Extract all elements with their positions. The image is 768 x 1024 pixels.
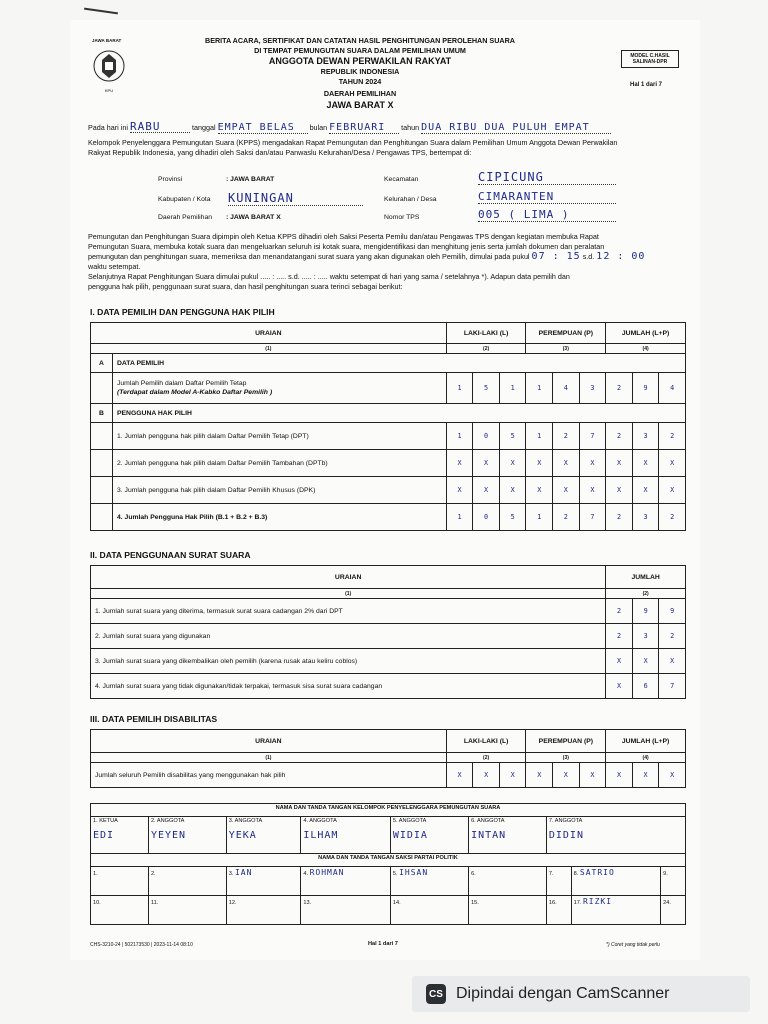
section-title: III. DATA PEMILIH DISABILITAS bbox=[90, 714, 218, 724]
paragraph-line: Pemungutan Suara, membuka kotak suara dan mengeluarkan seluruh isi kotak suara, mengidentifikasi dan menghitung jenis serta jumlah dokumen dan peralatan bbox=[88, 242, 605, 251]
witness-number: 7. bbox=[548, 871, 554, 877]
value-cell: X bbox=[473, 450, 500, 477]
label: Kabupaten / Kota bbox=[158, 196, 211, 203]
value-cell: X bbox=[526, 450, 553, 477]
witness-number: 13. bbox=[303, 900, 312, 906]
value-cell: 9 bbox=[632, 373, 659, 404]
row-label: 4. Jumlah Pengguna Hak Pilih (B.1 + B.2 + B.3) bbox=[112, 504, 446, 531]
column-header: JUMLAH (L+P) bbox=[606, 323, 686, 344]
signature-name: YEYEN bbox=[150, 830, 187, 841]
label: Provinsi bbox=[158, 176, 183, 183]
value-cell: 2 bbox=[606, 373, 633, 404]
signature-name: IHSAN bbox=[399, 868, 429, 877]
subdistrict-value: CIPICUNG bbox=[478, 170, 616, 185]
kpps-signature bbox=[301, 817, 391, 854]
signature-name: INTAN bbox=[471, 830, 507, 841]
witness-signature bbox=[546, 896, 571, 925]
value-cell: X bbox=[579, 477, 606, 504]
witness-signature bbox=[148, 867, 226, 896]
witness-number: 9. bbox=[663, 871, 668, 877]
value-cell: X bbox=[632, 649, 659, 674]
witness-number: 17. bbox=[573, 900, 582, 906]
column-number: (4) bbox=[606, 344, 686, 354]
disability-voter-table bbox=[90, 729, 686, 788]
voter-data-table bbox=[90, 322, 686, 531]
column-header: PEREMPUAN (P) bbox=[526, 730, 606, 753]
witness-number: 15. bbox=[471, 900, 479, 906]
witness-number: 12. bbox=[228, 900, 237, 906]
witness-number: 2. bbox=[150, 871, 156, 877]
label: s.d. bbox=[582, 252, 595, 261]
label: bulan bbox=[309, 123, 328, 132]
signature-name: DIDIN bbox=[548, 830, 584, 841]
column-header: URAIAN bbox=[91, 566, 606, 589]
year-value: DUA RIBU DUA PULUH EMPAT bbox=[421, 123, 611, 134]
province-value: : JAWA BARAT bbox=[226, 176, 275, 183]
value-cell: 2 bbox=[606, 624, 633, 649]
label: Pada hari ini bbox=[88, 123, 128, 132]
row-label: 2. Jumlah pengguna hak pilih dalam Daftar Pemilih Tambahan (DPTb) bbox=[112, 450, 446, 477]
witness-number: 5. bbox=[392, 871, 398, 877]
value-cell: X bbox=[579, 763, 606, 788]
role-label: 2. ANGGOTA bbox=[150, 818, 185, 824]
value-cell: X bbox=[473, 763, 500, 788]
value-cell: 5 bbox=[473, 373, 500, 404]
svg-text:KPU: KPU bbox=[104, 88, 114, 93]
opening-paragraph bbox=[88, 138, 688, 158]
value-cell: 5 bbox=[499, 423, 526, 450]
value-cell: 1 bbox=[526, 373, 553, 404]
section-title: II. DATA PENGGUNAAN SURAT SUARA bbox=[90, 550, 251, 560]
value-cell: 7 bbox=[659, 674, 686, 699]
witness-number: 1. bbox=[93, 871, 98, 877]
row-letter: B bbox=[91, 404, 113, 423]
row-label: 3. Jumlah surat suara yang dikembalikan oleh pemilih (karena rusak atau keliru coblos) bbox=[91, 649, 606, 674]
signature-name: ILHAM bbox=[303, 830, 339, 841]
camscanner-text: Dipindai dengan CamScanner bbox=[456, 985, 670, 1002]
row-label: 1. Jumlah pengguna hak pilih dalam Daftar Pemilih Tetap (DPT) bbox=[112, 423, 446, 450]
value-cell: X bbox=[473, 477, 500, 504]
column-number: (1) bbox=[91, 589, 606, 599]
value-cell: 2 bbox=[553, 423, 580, 450]
role-label: 5. ANGGOTA bbox=[392, 818, 427, 824]
label: Nomor TPS bbox=[384, 214, 420, 221]
witness-signature bbox=[91, 896, 149, 925]
value-cell: X bbox=[606, 763, 633, 788]
value-cell: X bbox=[499, 477, 526, 504]
value-cell: X bbox=[526, 763, 553, 788]
month-value: FEBRUARI bbox=[329, 123, 399, 134]
label: Daerah Pemilihan bbox=[158, 214, 213, 221]
procedure-paragraph bbox=[88, 232, 692, 292]
witness-number: 8. bbox=[573, 871, 579, 877]
value-cell: X bbox=[606, 450, 633, 477]
kpps-signature bbox=[390, 817, 468, 854]
value-cell: 2 bbox=[553, 504, 580, 531]
witness-number: 4. bbox=[303, 871, 309, 877]
header-line: BERITA ACARA, SERTIFIKAT DAN CATATAN HASIL PENGHITUNGAN PEROLEHAN SUARA bbox=[205, 36, 515, 45]
value-cell: X bbox=[526, 477, 553, 504]
signature-name: WIDIA bbox=[392, 830, 428, 841]
value-cell: 4 bbox=[659, 373, 686, 404]
column-number: (3) bbox=[526, 344, 606, 354]
column-number: (2) bbox=[606, 589, 686, 599]
value-cell: 4 bbox=[553, 373, 580, 404]
signature-name: EDI bbox=[93, 830, 115, 841]
header-line: JAWA BARAT X bbox=[326, 99, 394, 110]
value-cell: 1 bbox=[526, 423, 553, 450]
witness-signature bbox=[390, 896, 468, 925]
role-label: 7. ANGGOTA bbox=[548, 818, 583, 824]
column-number: (2) bbox=[446, 753, 526, 763]
value-cell: 9 bbox=[632, 599, 659, 624]
value-cell: X bbox=[632, 450, 659, 477]
column-number: (1) bbox=[91, 344, 447, 354]
start-time-value: 07 : 15 bbox=[531, 251, 581, 262]
value-cell: X bbox=[553, 450, 580, 477]
label: Kecamatan bbox=[384, 176, 419, 183]
form-code-box: MODEL C.HASIL SALINAN-DPR bbox=[621, 50, 679, 68]
value-cell: 7 bbox=[579, 504, 606, 531]
village-value: CIMARANTEN bbox=[478, 190, 616, 204]
kpps-signature bbox=[148, 817, 226, 854]
witness-signature bbox=[226, 867, 301, 896]
value-cell: 2 bbox=[606, 423, 633, 450]
value-cell: X bbox=[659, 477, 686, 504]
witness-number: 24. bbox=[663, 900, 671, 906]
witness-signature bbox=[301, 867, 391, 896]
column-number: (1) bbox=[91, 753, 447, 763]
label: tahun bbox=[401, 123, 420, 132]
subsection-title: DATA PEMILIH bbox=[112, 354, 685, 373]
paragraph-line: Selanjutnya Rapat Penghitungan Suara dimulai pukul ..... : ..... s.d. ..... : ..... waktu setempat di hari yang sama / setelahnya *). Adapun data pemilih dan bbox=[88, 272, 570, 281]
role-label: 3. ANGGOTA bbox=[228, 818, 263, 824]
value-cell: X bbox=[499, 450, 526, 477]
witness-number: 14. bbox=[392, 900, 401, 906]
camscanner-watermark bbox=[412, 976, 750, 1012]
witness-number: 6. bbox=[471, 871, 476, 877]
logo-text: JAWA BARAT bbox=[92, 38, 122, 43]
label: Kelurahan / Desa bbox=[384, 196, 437, 203]
column-header: LAKI-LAKI (L) bbox=[446, 730, 526, 753]
subsection-title: PENGGUNA HAK PILIH bbox=[112, 404, 685, 423]
header-line: REPUBLIK INDONESIA bbox=[320, 67, 400, 76]
signature-name: RIZKI bbox=[582, 897, 613, 906]
footer-code: CHS-3210-24 | 502173530 | 2023-11-14 08:10 bbox=[90, 942, 193, 948]
document-header bbox=[150, 36, 570, 111]
paragraph-line: Kelompok Penyelenggara Pemungutan Suara (KPPS) mengadakan Rapat Pemungutan dan Penghitungan Suara dalam Pemilihan Umum Anggota Dewan Perwakilan bbox=[88, 138, 618, 147]
footer-note: *) Coret yang tidak perlu bbox=[606, 942, 660, 948]
signature-section-title: NAMA DAN TANDA TANGAN KELOMPOK PENYELENGGARA PEMUNGUTAN SUARA bbox=[91, 804, 686, 817]
value-cell: X bbox=[579, 450, 606, 477]
witness-number: 16. bbox=[548, 900, 557, 906]
witness-signature bbox=[390, 867, 468, 896]
value-cell: X bbox=[632, 477, 659, 504]
role-label: 6. ANGGOTA bbox=[471, 818, 505, 824]
signature-section-title: NAMA DAN TANDA TANGAN SAKSI PARTAI POLITIK bbox=[91, 854, 686, 867]
witness-signature bbox=[469, 896, 547, 925]
row-label: Jumlah seluruh Pemilih disabilitas yang menggunakan hak pilih bbox=[91, 763, 447, 788]
column-number: (3) bbox=[526, 753, 606, 763]
column-header: JUMLAH (L+P) bbox=[606, 730, 686, 753]
label: tanggal bbox=[191, 123, 216, 132]
witness-signature bbox=[148, 896, 226, 925]
kpps-signature bbox=[91, 817, 149, 854]
pen-mark bbox=[84, 8, 118, 15]
value-cell: X bbox=[499, 763, 526, 788]
section-title: I. DATA PEMILIH DAN PENGGUNA HAK PILIH bbox=[90, 307, 275, 317]
value-cell: X bbox=[659, 763, 686, 788]
end-time-value: 12 : 00 bbox=[596, 251, 646, 262]
column-header: PEREMPUAN (P) bbox=[526, 323, 606, 344]
header-line: ANGGOTA DEWAN PERWAKILAN RAKYAT bbox=[268, 56, 452, 66]
signature-name: SATRIO bbox=[579, 868, 615, 877]
value-cell: 2 bbox=[606, 599, 633, 624]
value-cell: X bbox=[446, 450, 473, 477]
column-header: URAIAN bbox=[91, 323, 447, 344]
row-label-line: Jumlah Pemilih dalam Daftar Pemilih Tetap bbox=[116, 380, 247, 387]
signature-name: IAN bbox=[234, 868, 253, 877]
value-cell: 1 bbox=[526, 504, 553, 531]
paragraph-line: waktu setempat. bbox=[88, 262, 141, 271]
value-cell: 1 bbox=[499, 373, 526, 404]
witness-number: 11. bbox=[150, 900, 159, 906]
kpps-signature bbox=[469, 817, 547, 854]
witness-signature bbox=[469, 867, 547, 896]
row-label-note: (Terdapat dalam Model A-Kabko Daftar Pemilih ) bbox=[116, 389, 273, 396]
value-cell: 6 bbox=[632, 674, 659, 699]
tps-number-value: 005 ( LIMA ) bbox=[478, 208, 616, 222]
value-cell: 2 bbox=[659, 624, 686, 649]
signature-name: ROHMAN bbox=[309, 868, 345, 877]
witness-signature bbox=[226, 896, 301, 925]
witness-signature bbox=[571, 896, 661, 925]
row-label: 1. Jumlah surat suara yang diterima, termasuk surat suara cadangan 2% dari DPT bbox=[91, 599, 606, 624]
value-cell: X bbox=[659, 649, 686, 674]
signature-table bbox=[90, 803, 686, 925]
value-cell: 2 bbox=[606, 504, 633, 531]
value-cell: 3 bbox=[632, 504, 659, 531]
witness-number: 3. bbox=[228, 871, 234, 877]
district-value: : JAWA BARAT X bbox=[226, 214, 281, 221]
value-cell: X bbox=[446, 477, 473, 504]
header-line: DI TEMPAT PEMUNGUTAN SUARA DALAM PEMILIHAN UMUM bbox=[254, 45, 466, 55]
value-cell: X bbox=[553, 477, 580, 504]
value-cell: 2 bbox=[659, 504, 686, 531]
witness-signature bbox=[301, 896, 391, 925]
value-cell: 1 bbox=[446, 504, 473, 531]
row-letter: A bbox=[91, 354, 113, 373]
day-value: RABU bbox=[130, 122, 190, 133]
value-cell: 1 bbox=[446, 373, 473, 404]
value-cell: 3 bbox=[632, 423, 659, 450]
value-cell: 7 bbox=[579, 423, 606, 450]
value-cell: 3 bbox=[579, 373, 606, 404]
paragraph-line: Pemungutan dan Penghitungan Suara dipimpin oleh Ketua KPPS dihadiri oleh Saksi Peserta Pemilu dan/atau Pengawas TPS dengan kegiatan membuka Rapat bbox=[88, 232, 599, 241]
row-label bbox=[112, 373, 446, 404]
value-cell: 0 bbox=[473, 423, 500, 450]
signature-name: YEKA bbox=[228, 830, 257, 841]
paragraph-line: pengguna hak pilih, penggunaan surat suara, dan hasil penghitungan suara terinci sebagai berikut: bbox=[88, 282, 403, 291]
row-label: 2. Jumlah surat suara yang digunakan bbox=[91, 624, 606, 649]
paragraph-line: Rakyat Republik Indonesia, yang dihadiri oleh Saksi dan/atau Panwaslu Kelurahan/Desa / Pengawas TPS, bertempat di: bbox=[88, 148, 472, 157]
witness-signature bbox=[661, 867, 686, 896]
paragraph-line: pemungutan dan penghitungan suara, memeriksa dan menandatangani surat suara yang akan digunakan oleh Pemilih, dimulai pada pukul bbox=[88, 252, 530, 261]
value-cell: 9 bbox=[659, 599, 686, 624]
row-label: 4. Jumlah surat suara yang tidak digunakan/tidak terpakai, termasuk sisa surat suara cadangan bbox=[91, 674, 606, 699]
value-cell: X bbox=[606, 674, 633, 699]
value-cell: X bbox=[446, 763, 473, 788]
role-label: 4. ANGGOTA bbox=[303, 818, 337, 824]
value-cell: X bbox=[606, 649, 633, 674]
kpu-logo-icon bbox=[90, 44, 128, 96]
column-header: JUMLAH bbox=[606, 566, 686, 589]
column-header: LAKI-LAKI (L) bbox=[446, 323, 526, 344]
ballot-usage-table bbox=[90, 565, 686, 699]
page-number: Hal 1 dari 7 bbox=[630, 82, 663, 88]
witness-signature bbox=[571, 867, 661, 896]
footer-page: Hal 1 dari 7 bbox=[368, 941, 398, 947]
value-cell: 2 bbox=[659, 423, 686, 450]
column-header: URAIAN bbox=[91, 730, 447, 753]
kpps-signature bbox=[226, 817, 301, 854]
date-value: EMPAT BELAS bbox=[218, 123, 308, 134]
opening-line bbox=[88, 122, 688, 134]
header-line: TAHUN 2024 bbox=[338, 76, 382, 86]
witness-signature bbox=[91, 867, 149, 896]
column-number: (4) bbox=[606, 753, 686, 763]
value-cell: X bbox=[606, 477, 633, 504]
column-number: (2) bbox=[446, 344, 526, 354]
role-label: 1. KETUA bbox=[93, 818, 118, 824]
value-cell: 5 bbox=[499, 504, 526, 531]
regency-value: KUNINGAN bbox=[228, 191, 363, 206]
value-cell: X bbox=[553, 763, 580, 788]
witness-number: 10. bbox=[93, 900, 101, 906]
witness-signature bbox=[546, 867, 571, 896]
kpps-signature bbox=[546, 817, 685, 854]
row-label: 3. Jumlah pengguna hak pilih dalam Daftar Pemilih Khusus (DPK) bbox=[112, 477, 446, 504]
value-cell: X bbox=[659, 450, 686, 477]
value-cell: 3 bbox=[632, 624, 659, 649]
header-line: DAERAH PEMILIHAN bbox=[323, 89, 397, 98]
witness-signature bbox=[661, 896, 686, 925]
camscanner-logo-icon: CS bbox=[426, 984, 446, 1004]
value-cell: X bbox=[632, 763, 659, 788]
value-cell: 0 bbox=[473, 504, 500, 531]
value-cell: 1 bbox=[446, 423, 473, 450]
